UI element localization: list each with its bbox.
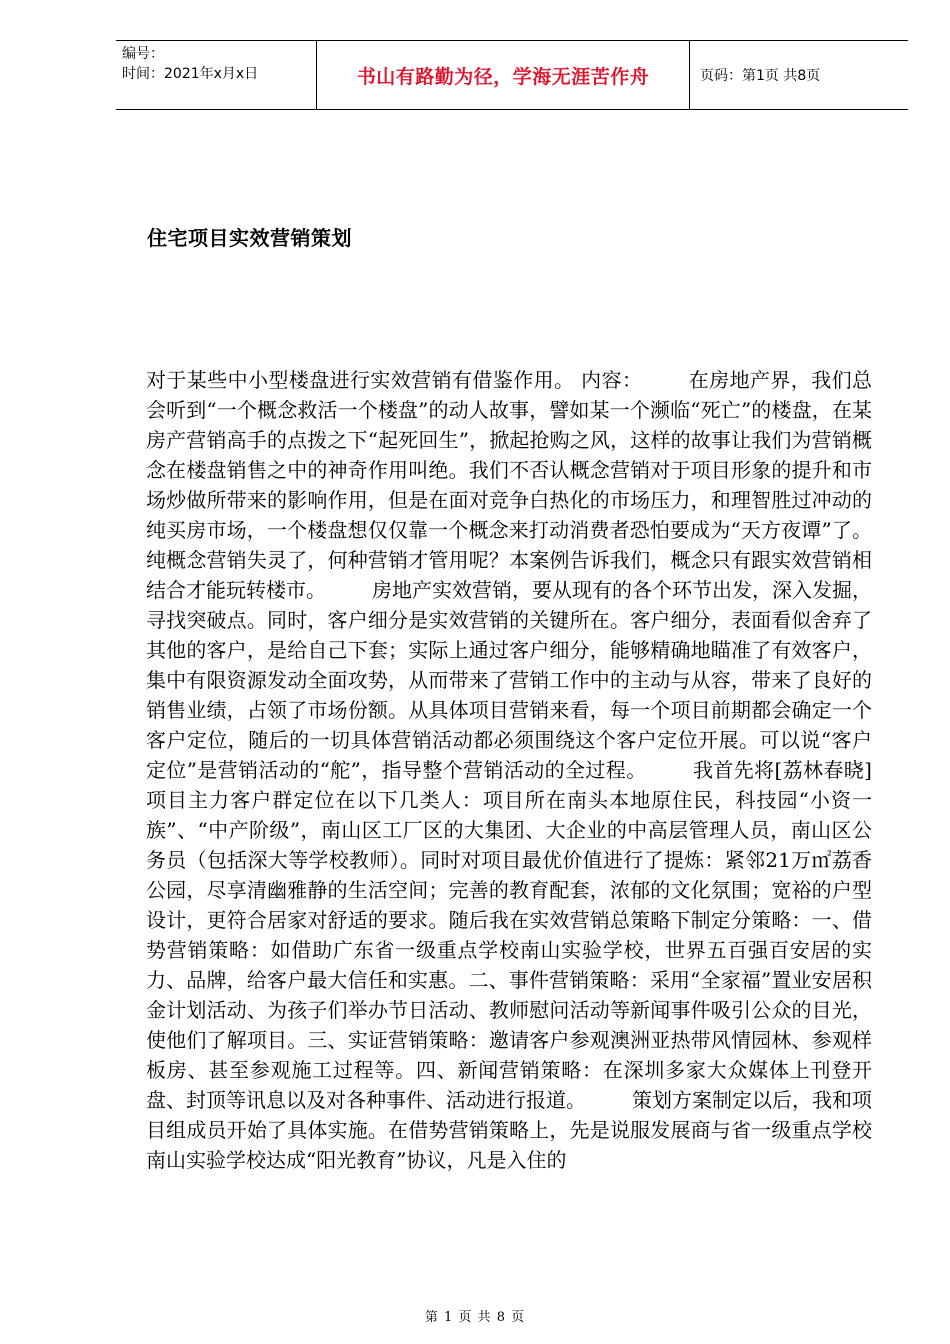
paragraph-5: 策划方案制定以后，我和项目组成员开始了具体实施。在借势营销策略上，先是说服发展商与省一级重点学校南山实验学校达成“阳光教育”协议，凡是入住的 (146, 1088, 872, 1172)
header-meta (116, 41, 316, 109)
paragraph-2: 在房地产界，我们总会听到“一个概念救活一个楼盘”的动人故事，譬如某一个濒临“死亡”的楼盘，在某房产营销高手的点拨之下“起死回生”，掀起抢购之风，这样的故事让我们为营销概念在楼盘销售之中的神奇作用叫绝。我们不否认概念营销对于项目形象的提升和市场炒做所带来的影响作用，但是在面对竞争白热化的市场压力，和理智胜过冲动的纯买房市场，一个楼盘想仅仅靠一个概念来打动消费者恐怕要成为“天方夜谭”了。纯概念营销失灵了，何种营销才管用呢？本案例告诉我们，概念只有跟实效营销相结合才能玩转楼市。 (146, 368, 873, 602)
header-page-info: 页码：第1页 共8页 (700, 68, 821, 84)
paragraph-3: 房地产实效营销，要从现有的各个环节出发，深入发掘，寻找突破点。同时，客户细分是实效营销的关键所在。客户细分，表面看似舍弃了其他的客户，是给自己下套；实际上通过客户细分，能够精确地瞄准了有效客户，集中有限资源发动全面攻势，从而带来了营销工作中的主动与从容，带来了良好的销售业绩，占领了市场份额。从具体项目营销来看，每一个项目前期都会确定一个客户定位，随后的一切具体营销活动都必须围绕这个客户定位开展。可以说“客户定位”是营销活动的“舵”，指导整个营销活动的全过程。 (146, 578, 872, 782)
document-number-label: 编号： (122, 46, 164, 62)
document-body (146, 365, 872, 1175)
paragraph-4: 我首先将[荔林春晓]项目主力客户群定位在以下几类人：项目所在南头本地原住民，科技园“小资一族”、“中产阶级”，南山区工厂区的大集团、大企业的中高层管理人员，南山区公务员（包括深大等学校教师）。同时对项目最优价值进行了提炼：紧邻21万㎡荔香公园，尽享清幽雅静的生活空间；完善的教育配套，浓郁的文化氛围；宽裕的户型设计，更符合居家对舒适的要求。随后我在实效营销总策略下制定分策略：一、借势营销策略：如借助广东省一级重点学校南山实验学校，世界五百强百安居的实力、品牌，给客户最大信任和实惠。二、事件营销策略：采用“全家福”置业安居积金计划活动、为孩子们举办节日活动、教师慰问活动等新闻事件吸引公众的目光，使他们了解项目。三、实证营销策略：邀请客户参观澳洲亚热带风情园林、参观样板房、甚至参观施工过程等。四、新闻营销策略：在深圳多家大众媒体上刊登开盘、封顶等讯息以及对各种事件、活动进行报道。 (146, 758, 872, 1112)
paragraph-1: 对于某些中小型楼盘进行实效营销有借鉴作用。 内容： (146, 368, 643, 392)
page-header (116, 40, 908, 110)
document-title: 住宅项目实效营销策划 (147, 226, 352, 250)
document-date-label: 时间：2021年x月x日 (122, 66, 259, 82)
page-footer: 第 1 页 共 8 页 (424, 1310, 526, 1325)
header-motto: 书山有路勤为径，学海无涯苦作舟 (316, 41, 690, 109)
